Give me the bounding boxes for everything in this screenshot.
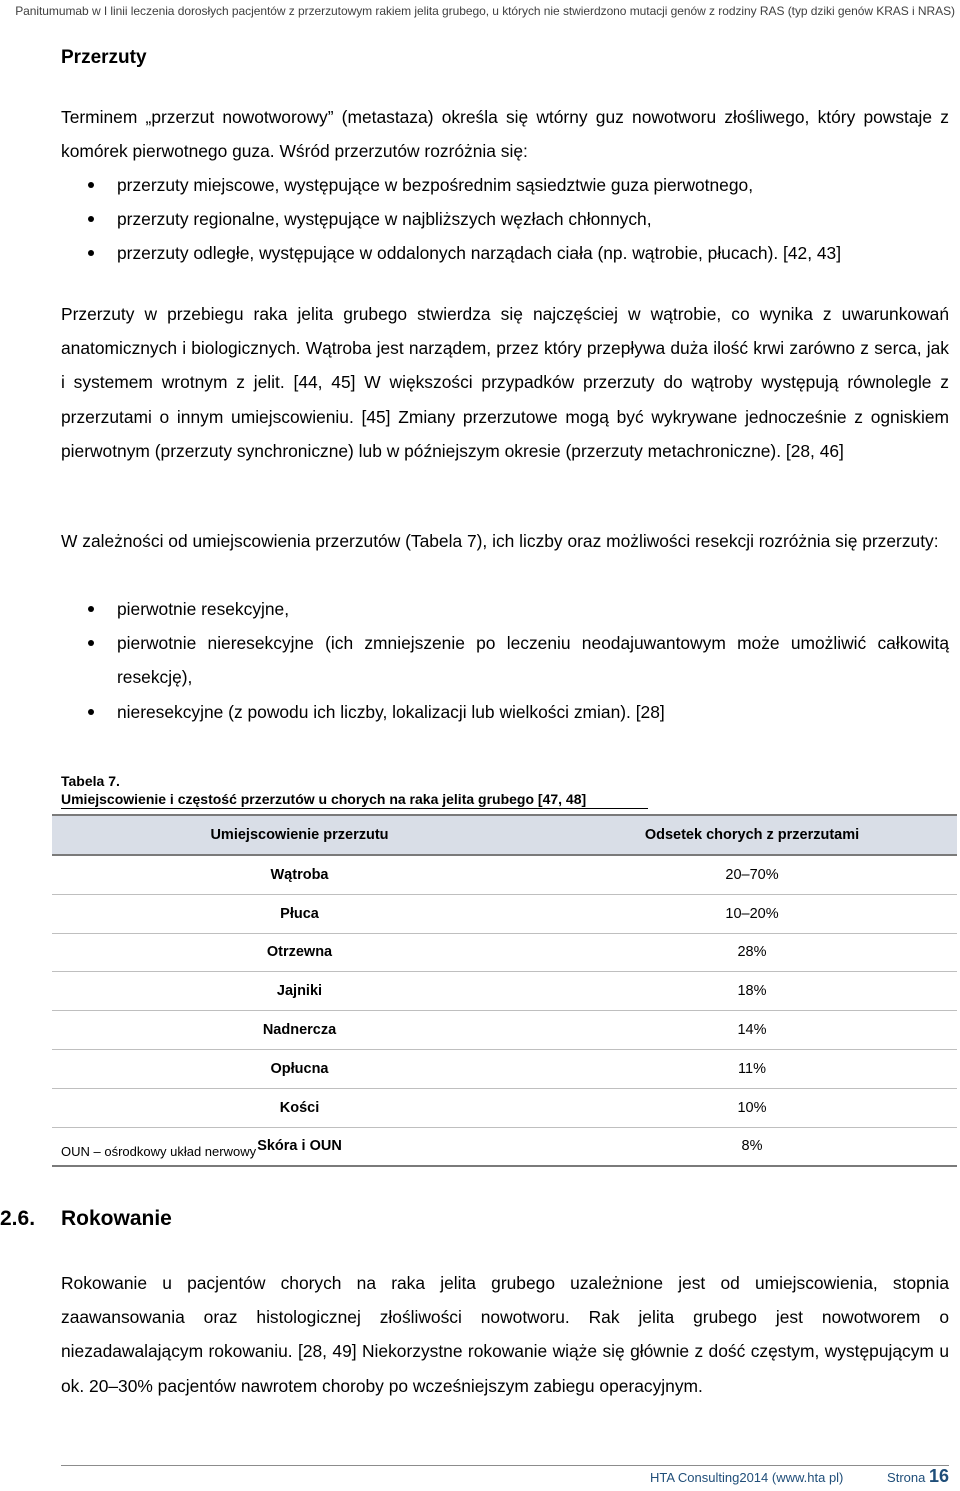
table-row: Wątroba 20–70% bbox=[52, 855, 957, 894]
column-header-location: Umiejscowienie przerzutu bbox=[52, 815, 547, 855]
table-title: Umiejscowienie i częstość przerzutów u chorych na raka jelita grubego [47, 48] bbox=[61, 790, 648, 809]
footer-organization: HTA Consulting2014 (www.hta pl) bbox=[649, 1470, 844, 1485]
list-item: przerzuty regionalne, występujące w najbliższych węzłach chłonnych, bbox=[61, 202, 949, 236]
intro-paragraph: Terminem „przerzut nowotworowy” (metastaza) określa się wtórny guz nowotworu złośliwego, który powstaje z komórek pierwotnego guza. Wśród przerzutów rozróżnia się: bbox=[61, 107, 949, 162]
list-item: nieresekcyjne (z powodu ich liczby, lokalizacji lub wielkości zmian). [28] bbox=[61, 695, 949, 729]
list-item: przerzuty odległe, występujące w oddalonych narządach ciała (np. wątrobie, płucach). [42, 43] bbox=[61, 236, 949, 270]
bullet-icon bbox=[88, 182, 94, 188]
resection-paragraph: W zależności od umiejscowienia przerzutów (Tabela 7), ich liczby oraz możliwości resekcji rozróżnia się przerzuty: bbox=[61, 531, 939, 551]
page-label: Strona bbox=[887, 1470, 926, 1485]
section-heading: Przerzuty bbox=[61, 47, 147, 68]
running-header: Panitumumab w I linii leczenia dorosłych pacjentów z przerzutowym rakiem jelita grubego, u których nie stwierdzono mutacji genów z rodziny RAS (typ dziki genów KRAS i NRAS) bbox=[15, 4, 955, 18]
section-title: Rokowanie bbox=[61, 1207, 172, 1230]
list-item: pierwotnie resekcyjne, bbox=[61, 592, 949, 626]
liver-metastases-paragraph: Przerzuty w przebiegu raka jelita grubego stwierdza się najczęściej w wątrobie, co wynika z uwarunkowań anatomicznych i biologicznych. Wątroba jest narządem, przez który przepływa duża ilość krwi zarówno z serca, jak i systemem wrotnym z jelit. [44, 45] W większości przypadków przerzuty do wątroby występują równolegle z przerzutami o innym umiejscowieniu. [45] Zmiany przerzutowe mogą być wykrywane jednocześnie z ogniskiem pierwotnym (przerzuty synchroniczne) lub w późniejszym okresie (przerzuty metachroniczne). [28, 46] bbox=[61, 304, 949, 461]
bullet-icon bbox=[88, 640, 94, 646]
table-row: Skóra i OUN 8% bbox=[52, 1127, 957, 1166]
table-row: Jajniki 18% bbox=[52, 972, 957, 1011]
table-caption bbox=[61, 772, 648, 809]
table-row: Płuca 10–20% bbox=[52, 894, 957, 933]
list-item: przerzuty miejscowe, występujące w bezpośrednim sąsiedztwie guza pierwotnego, bbox=[61, 168, 949, 202]
table-row: Otrzewna 28% bbox=[52, 933, 957, 972]
metastases-table bbox=[52, 814, 957, 1167]
section-number: 2.6. bbox=[0, 1207, 36, 1230]
column-header-percentage: Odsetek chorych z przerzutami bbox=[547, 815, 957, 855]
bullet-icon bbox=[88, 606, 94, 612]
bullet-icon bbox=[88, 250, 94, 256]
list-item: pierwotnie nieresekcyjne (ich zmniejszenie po leczeniu neodajuwantowym może umożliwić całkowitą resekcję), bbox=[61, 626, 949, 694]
table-row: Kości 10% bbox=[52, 1088, 957, 1127]
bullet-icon bbox=[88, 709, 94, 715]
metastasis-types-list bbox=[61, 168, 949, 271]
page-footer bbox=[650, 1466, 949, 1487]
resectability-list bbox=[61, 592, 949, 729]
table-row: Opłucna 11% bbox=[52, 1049, 957, 1088]
table-row: Nadnercza 14% bbox=[52, 1011, 957, 1050]
table-footnote: OUN – ośrodkowy układ nerwowy bbox=[61, 1144, 257, 1159]
prognosis-paragraph: Rokowanie u pacjentów chorych na raka jelita grubego uzależnione jest od umiejscowienia, stopnia zaawansowania oraz histologicznej złośliwości nowotworu. Rak jelita grubego jest nowotworem o niezadawalającym rokowaniu. [28, 49] Niekorzystne rokowanie wiąże się głównie z dość częstym, występującym u ok. 20–30% pacjentów nawrotem choroby po wcześniejszym zabiegu operacyjnym. bbox=[61, 1273, 949, 1396]
table-header-row bbox=[52, 815, 957, 855]
table-label: Tabela 7. bbox=[61, 773, 120, 789]
page-number: 16 bbox=[928, 1466, 949, 1486]
bullet-icon bbox=[88, 216, 94, 222]
